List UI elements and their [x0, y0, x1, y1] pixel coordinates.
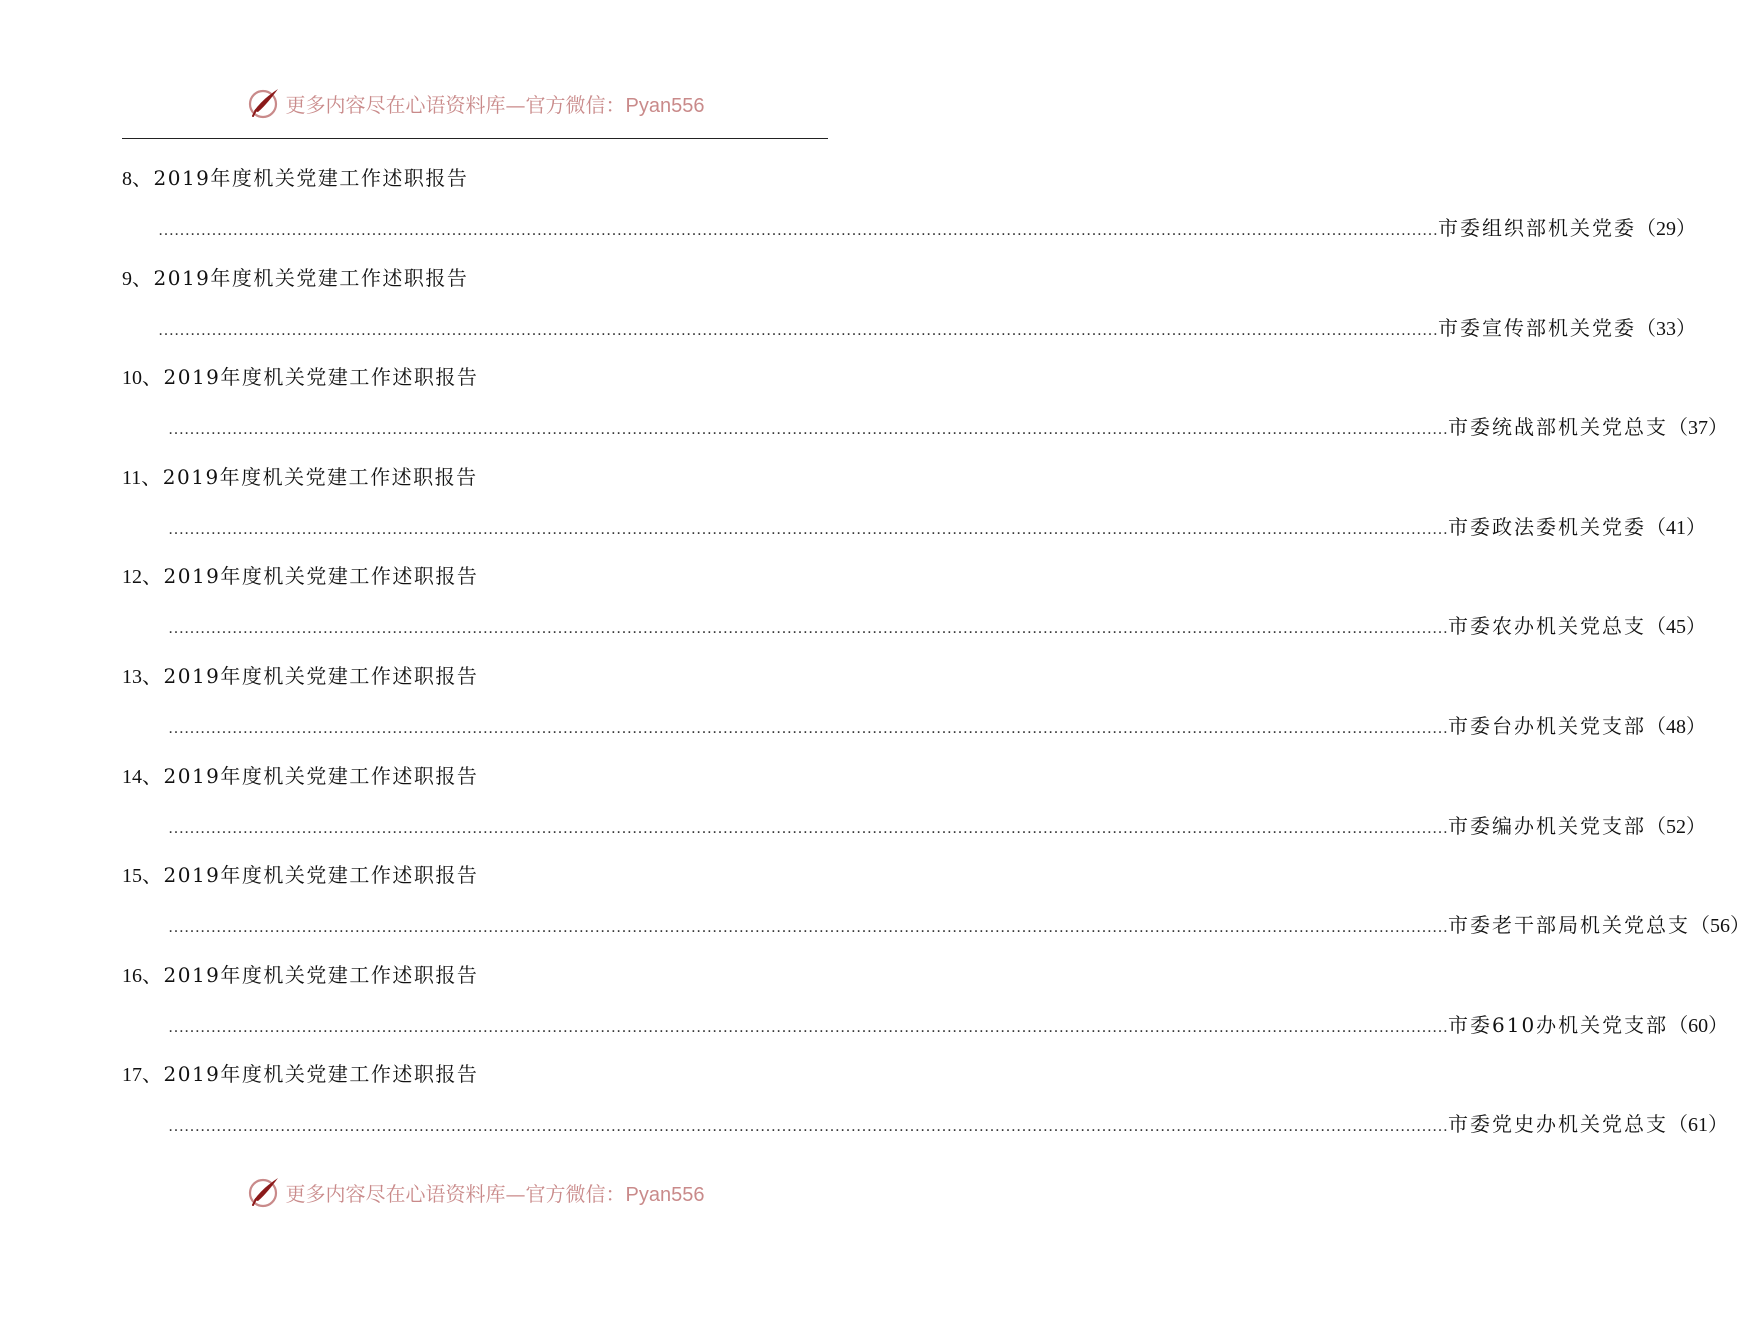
- dot-leader: ……………………………………………………………………………………………………………………………………………………………………………………………………………………: [168, 421, 1448, 439]
- entry-number: 17: [122, 1064, 142, 1087]
- toc-entry: [122, 260, 1696, 360]
- entry-number: 13: [122, 665, 142, 688]
- header-rule: [122, 138, 828, 139]
- entry-leader-line: [158, 210, 1696, 246]
- entry-title: 16、2019年度机关党建工作述职报告: [122, 962, 479, 987]
- toc-entry: [122, 857, 1750, 957]
- entry-title: 17、2019年度机关党建工作述职报告: [122, 1062, 479, 1087]
- dot-leader: ……………………………………………………………………………………………………………………………………………………………………………………………………………………: [168, 520, 1448, 538]
- toc-entry: [122, 1056, 1728, 1156]
- entry-leader-line: [168, 409, 1728, 445]
- quill-logo-icon: [246, 1174, 282, 1210]
- entry-leader-line: [168, 1106, 1728, 1142]
- entry-title: 9、2019年度机关党建工作述职报告: [122, 265, 469, 290]
- entry-page-number: （33）: [1636, 317, 1696, 340]
- entry-number: 8: [122, 168, 132, 190]
- toc-entry: [122, 558, 1706, 658]
- toc-entry: [122, 957, 1729, 1057]
- entry-number: 15: [122, 865, 142, 888]
- entry-department: 市委610办机关党支部: [1448, 1012, 1669, 1037]
- entry-title-text: 2019年度机关党建工作述职报告: [163, 663, 479, 688]
- toc-entry: [122, 758, 1706, 858]
- banner-text: 更多内容尽在心语资料库—官方微信：Pyan556: [285, 92, 705, 117]
- dot-leader: ……………………………………………………………………………………………………………………………………………………………………………………………………………………: [158, 321, 1438, 339]
- entry-title-text: 2019年度机关党建工作述职报告: [153, 265, 469, 290]
- entry-page-number: （60）: [1668, 1014, 1729, 1037]
- entry-number: 11: [122, 466, 142, 489]
- entry-page-number: （41）: [1646, 516, 1706, 539]
- wechat-id: Pyan556: [625, 1183, 705, 1206]
- entry-title-text: 2019年度机关党建工作述职报告: [163, 763, 479, 788]
- entry-title: 13、2019年度机关党建工作述职报告: [122, 663, 479, 688]
- entry-page-number: （56）: [1690, 915, 1750, 938]
- entry-leader-line: [168, 907, 1750, 943]
- dot-leader: ……………………………………………………………………………………………………………………………………………………………………………………………………………………: [168, 1118, 1448, 1136]
- entry-title: 10、2019年度机关党建工作述职报告: [122, 365, 479, 390]
- entry-title: 12、2019年度机关党建工作述职报告: [122, 564, 479, 589]
- entry-number: 9: [122, 267, 132, 290]
- entry-title: 15、2019年度机关党建工作述职报告: [122, 863, 479, 888]
- entry-page-number: （37）: [1668, 417, 1728, 440]
- footer-banner: [0, 1172, 950, 1212]
- entry-department: 市委组织部机关党委: [1438, 216, 1636, 240]
- entry-page-number: （61）: [1668, 1114, 1728, 1137]
- dot-leader: ……………………………………………………………………………………………………………………………………………………………………………………………………………………: [168, 1018, 1448, 1036]
- header-banner: [0, 83, 950, 123]
- entry-leader-line: [168, 1007, 1729, 1043]
- entry-number: 10: [122, 367, 142, 390]
- entry-number: 12: [122, 566, 142, 589]
- quill-logo-icon: [246, 85, 282, 121]
- entry-title-text: 2019年度机关党建工作述职报告: [163, 365, 479, 390]
- dot-leader: ……………………………………………………………………………………………………………………………………………………………………………………………………………………: [168, 919, 1448, 937]
- entry-page-number: （48）: [1646, 715, 1706, 738]
- entry-title-text: 2019年度机关党建工作述职报告: [153, 166, 469, 190]
- entry-leader-line: [168, 509, 1706, 545]
- entry-department: 市委统战部机关党总支: [1448, 415, 1668, 440]
- entry-leader-line: [168, 708, 1706, 744]
- entry-leader-line: [168, 808, 1706, 844]
- entry-page-number: （29）: [1636, 218, 1696, 240]
- entry-title: 11、2019年度机关党建工作述职报告: [122, 464, 478, 489]
- toc-entry: [122, 359, 1728, 459]
- dot-leader: ……………………………………………………………………………………………………………………………………………………………………………………………………………………: [168, 819, 1448, 837]
- entry-title: 8、2019年度机关党建工作述职报告: [122, 166, 469, 190]
- banner-text: 更多内容尽在心语资料库—官方微信：Pyan556: [285, 1181, 705, 1206]
- dot-leader: ……………………………………………………………………………………………………………………………………………………………………………………………………………………: [168, 719, 1448, 737]
- entry-department: 市委台办机关党支部: [1448, 713, 1646, 738]
- toc-entry: [122, 459, 1706, 559]
- entry-title-text: 2019年度机关党建工作述职报告: [163, 1062, 479, 1087]
- entry-title-text: 2019年度机关党建工作述职报告: [163, 962, 479, 987]
- dot-leader: ……………………………………………………………………………………………………………………………………………………………………………………………………………………: [168, 620, 1448, 638]
- entry-department: 市委农办机关党总支: [1448, 614, 1646, 639]
- entry-department: 市委党史办机关党总支: [1448, 1112, 1668, 1137]
- entry-title-text: 2019年度机关党建工作述职报告: [162, 464, 478, 489]
- entry-number: 14: [122, 765, 142, 788]
- entry-title-text: 2019年度机关党建工作述职报告: [163, 564, 479, 589]
- dot-leader: ……………………………………………………………………………………………………………………………………………………………………………………………………………………: [158, 222, 1438, 239]
- table-of-contents: [122, 160, 1750, 1156]
- toc-entry: [122, 658, 1706, 758]
- entry-department: 市委编办机关党支部: [1448, 813, 1646, 838]
- entry-number: 16: [122, 964, 142, 987]
- entry-title-text: 2019年度机关党建工作述职报告: [163, 863, 479, 888]
- entry-title: 14、2019年度机关党建工作述职报告: [122, 763, 479, 788]
- entry-page-number: （52）: [1646, 815, 1706, 838]
- entry-leader-line: [158, 310, 1696, 346]
- entry-department: 市委政法委机关党委: [1448, 514, 1646, 539]
- entry-department: 市委宣传部机关党委: [1438, 315, 1636, 340]
- toc-entry: [122, 160, 1696, 260]
- entry-department: 市委老干部局机关党总支: [1448, 913, 1690, 938]
- wechat-id: Pyan556: [625, 94, 705, 117]
- entry-leader-line: [168, 608, 1706, 644]
- entry-page-number: （45）: [1646, 616, 1706, 639]
